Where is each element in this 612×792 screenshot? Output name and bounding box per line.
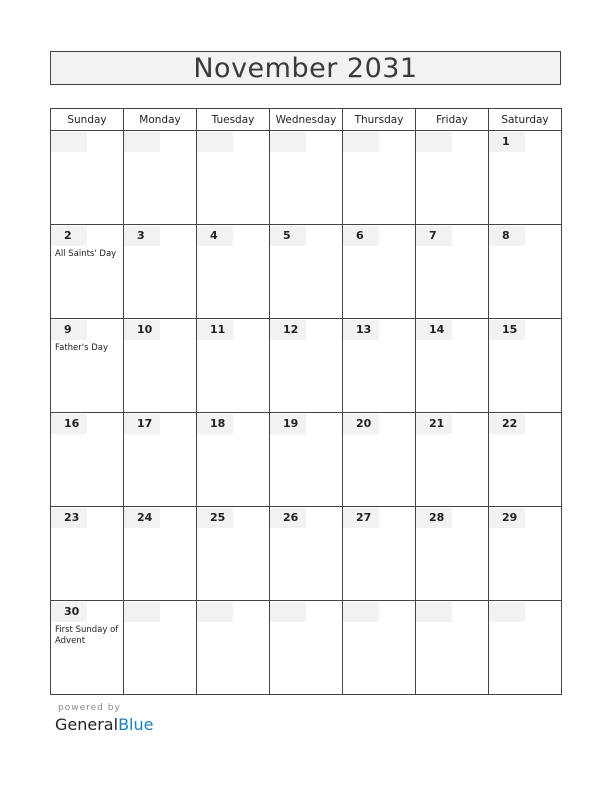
day-number: [197, 602, 233, 622]
day-cell: [343, 319, 416, 413]
holiday-label: First Sunday of Advent: [55, 625, 119, 646]
day-cell: [124, 131, 197, 225]
day-number: 16: [51, 414, 87, 434]
day-number: 8: [489, 226, 525, 246]
day-cell: [270, 507, 343, 601]
day-cell: [197, 601, 270, 695]
day-cell: [343, 413, 416, 507]
day-number: [416, 132, 452, 152]
weekday-header-tuesday: Tuesday: [197, 109, 270, 131]
day-number: 18: [197, 414, 233, 434]
powered-by-text: powered by: [58, 703, 121, 713]
day-number: [343, 132, 379, 152]
day-cell: [270, 319, 343, 413]
day-number: 23: [51, 508, 87, 528]
calendar-grid: [50, 108, 562, 695]
day-cell: [124, 507, 197, 601]
day-number: [270, 602, 306, 622]
weekday-header-monday: Monday: [124, 109, 197, 131]
day-number: 25: [197, 508, 233, 528]
day-number: 14: [416, 320, 452, 340]
day-cell: [124, 413, 197, 507]
day-cell: [416, 507, 489, 601]
day-number: 12: [270, 320, 306, 340]
day-number: 7: [416, 226, 452, 246]
day-cell: [197, 507, 270, 601]
day-cell: [416, 601, 489, 695]
week-row: [51, 507, 562, 601]
day-cell: [343, 601, 416, 695]
day-cell: [197, 319, 270, 413]
day-cell: [489, 601, 562, 695]
day-number: [197, 132, 233, 152]
day-cell: [51, 131, 124, 225]
day-cell: [124, 225, 197, 319]
day-cell: [270, 225, 343, 319]
day-cell: [197, 225, 270, 319]
day-cell: [416, 225, 489, 319]
day-number: [416, 602, 452, 622]
day-cell: [270, 413, 343, 507]
weekday-header-row: [51, 109, 562, 131]
weekday-header-thursday: Thursday: [343, 109, 416, 131]
day-number: 28: [416, 508, 452, 528]
day-number: 9: [51, 320, 87, 340]
weekday-header-saturday: Saturday: [489, 109, 562, 131]
day-number: [489, 602, 525, 622]
day-cell: [270, 131, 343, 225]
day-cell: [343, 507, 416, 601]
holiday-label: Father's Day: [55, 343, 109, 353]
weekday-header-wednesday: Wednesday: [270, 109, 343, 131]
day-cell: [489, 319, 562, 413]
day-cell: [416, 319, 489, 413]
day-cell: [51, 413, 124, 507]
day-number: [270, 132, 306, 152]
day-number: 4: [197, 226, 233, 246]
day-number: [343, 602, 379, 622]
day-number: 17: [124, 414, 160, 434]
day-number: 21: [416, 414, 452, 434]
day-cell: [124, 319, 197, 413]
day-cell: [197, 131, 270, 225]
day-number: 3: [124, 226, 160, 246]
weekday-header-sunday: Sunday: [51, 109, 124, 131]
day-number: 19: [270, 414, 306, 434]
calendar-body: [51, 131, 562, 695]
day-cell: [489, 413, 562, 507]
day-cell: [124, 601, 197, 695]
day-cell: [197, 413, 270, 507]
day-cell: [489, 225, 562, 319]
day-number: 11: [197, 320, 233, 340]
day-cell: [51, 225, 124, 319]
week-row: [51, 413, 562, 507]
day-cell: [270, 601, 343, 695]
day-number: 5: [270, 226, 306, 246]
day-cell: [416, 413, 489, 507]
day-number: 22: [489, 414, 525, 434]
day-number: [124, 602, 160, 622]
day-cell: [489, 131, 562, 225]
week-row: [51, 601, 562, 695]
weekday-header-friday: Friday: [416, 109, 489, 131]
day-number: 30: [51, 602, 87, 622]
calendar-title-box: [50, 51, 561, 85]
day-number: 6: [343, 226, 379, 246]
day-number: 27: [343, 508, 379, 528]
day-number: 15: [489, 320, 525, 340]
day-number: [124, 132, 160, 152]
day-number: 13: [343, 320, 379, 340]
day-cell: [416, 131, 489, 225]
day-number: 10: [124, 320, 160, 340]
week-row: [51, 319, 562, 413]
day-number: 29: [489, 508, 525, 528]
calendar-title: November 2031: [193, 52, 418, 84]
day-number: 1: [489, 132, 525, 152]
brand-general-text: General: [55, 715, 119, 734]
day-cell: [51, 601, 124, 695]
week-row: [51, 131, 562, 225]
generalblue-logo[interactable]: [55, 715, 153, 734]
day-cell: [51, 319, 124, 413]
brand-blue-text: Blue: [118, 715, 154, 734]
day-cell: [51, 507, 124, 601]
day-cell: [343, 225, 416, 319]
day-number: 2: [51, 226, 87, 246]
day-cell: [489, 507, 562, 601]
holiday-label: All Saints' Day: [55, 249, 117, 259]
day-cell: [343, 131, 416, 225]
day-number: [51, 132, 87, 152]
day-number: 20: [343, 414, 379, 434]
day-number: 26: [270, 508, 306, 528]
day-number: 24: [124, 508, 160, 528]
week-row: [51, 225, 562, 319]
